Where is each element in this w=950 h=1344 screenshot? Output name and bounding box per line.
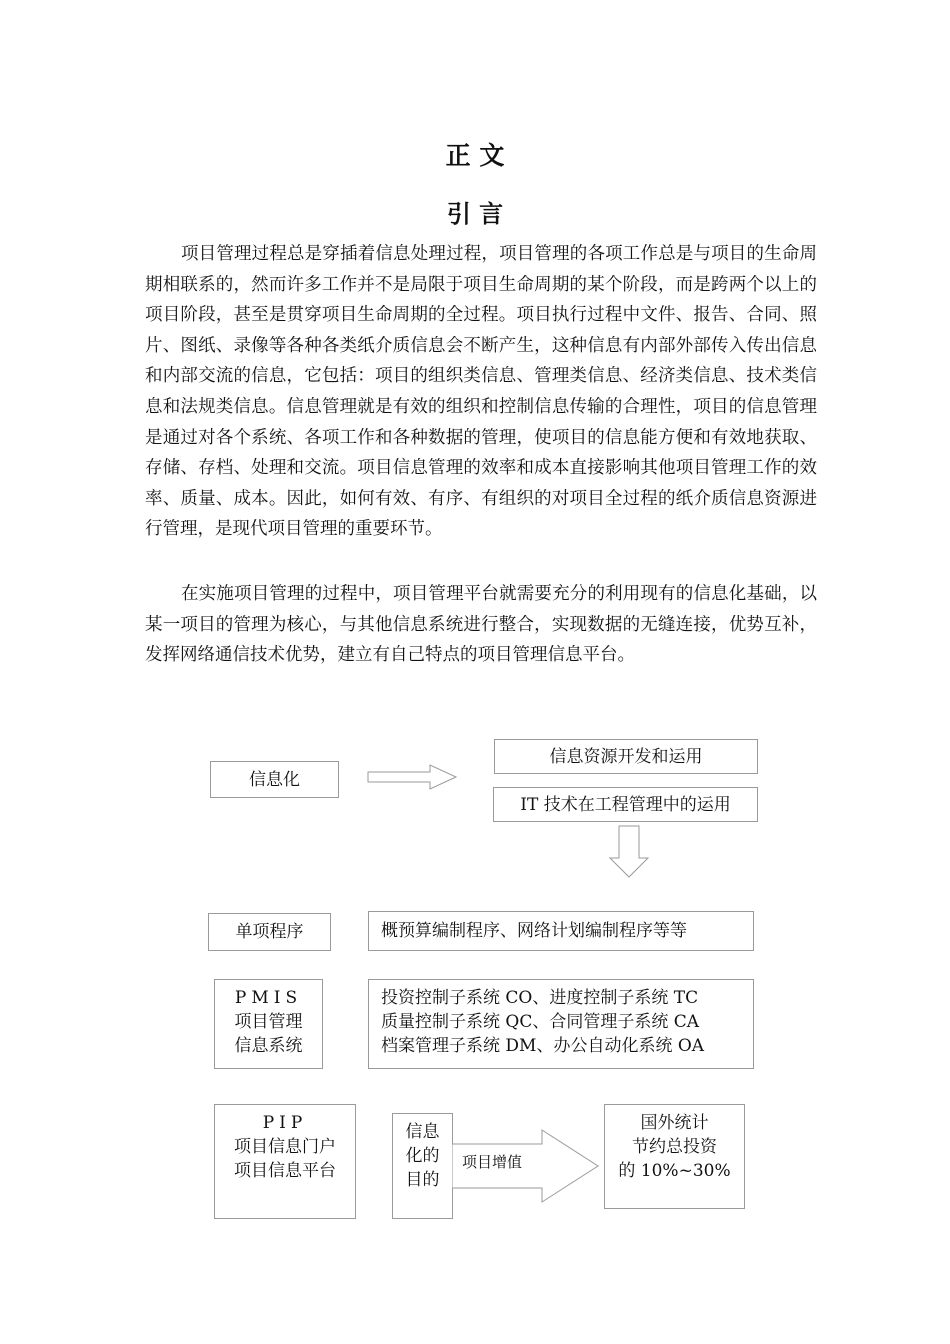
pmis-desc-line-1: 投资控制子系统 CO、进度控制子系统 TC	[381, 988, 699, 1008]
single-program-box: 单项程序	[208, 913, 331, 951]
it-tech-box: IT 技术在工程管理中的运用	[493, 787, 758, 822]
pmis-line-3: 信息系统	[234, 1036, 303, 1056]
informatization-box: 信息化	[210, 761, 339, 798]
pmis-box	[214, 979, 323, 1069]
intro-paragraph-2: 在实施项目管理的过程中，项目管理平台就需要充分的利用现有的信息化基础，以某一项目的管理为核心，与其他信息系统进行整合，实现数据的无缝连接，优势互补，发挥网络通信技术优势，建立有自己特点的项目管理信息平台。	[145, 584, 817, 666]
pip-line-2: 项目信息门户	[234, 1137, 336, 1157]
pmis-line-2: 项目管理	[234, 1012, 303, 1032]
saving-box	[604, 1104, 745, 1209]
pmis-desc-line-3: 档案管理子系统 DM、办公自动化系统 OA	[381, 1036, 705, 1056]
purpose-line-1: 信息	[405, 1122, 440, 1142]
pip-title: PIP	[262, 1113, 308, 1133]
intro-paragraph-1: 项目管理过程总是穿插着信息处理过程，项目管理的各项工作总是与项目的生命周期相联系的，然而许多工作并不是局限于项目生命周期的某个阶段，而是跨两个以上的项目阶段，甚至是贯穿项目生命周期的全过程。项目执行过程中文件、报告、合同、照片、图纸、录像等各种各类纸介质信息会不断产生，这种信息有内部外部传入传出信息和内部交流的信息，它包括：项目的组织类信息、管理类信息、经济类信息、技术类信息和法规类信息。信息管理就是有效的组织和控制信息传输的合理性，项目的信息管理是通过对各个系统、各项工作和各种数据的管理，使项目的信息能方便和有效地获取、存储、存档、处理和交流。项目信息管理的效率和成本直接影响其他项目管理工作的效率、质量、成本。因此，如何有效、有序、有组织的对项目全过程的纸介质信息资源进行管理，是现代项目管理的重要环节。	[145, 244, 817, 540]
pmis-title: PMIS	[234, 988, 303, 1008]
pip-box	[214, 1104, 356, 1219]
saving-line-3: 的 10%~30%	[618, 1161, 731, 1181]
saving-line-1: 国外统计	[640, 1113, 709, 1133]
value-add-label: 项目增值	[462, 1153, 523, 1171]
resource-dev-box: 信息资源开发和运用	[494, 739, 758, 774]
page-title: 正 文	[445, 141, 505, 170]
saving-line-2: 节约总投资	[632, 1137, 717, 1157]
single-program-desc-box: 概预算编制程序、网络计划编制程序等等	[368, 911, 754, 951]
purpose-box	[392, 1113, 453, 1219]
section-title: 引 言	[446, 200, 504, 228]
right-arrow-icon	[366, 763, 460, 791]
purpose-line-2: 化的	[405, 1146, 440, 1166]
down-arrow-icon	[609, 824, 651, 880]
pmis-desc-line-2: 质量控制子系统 QC、合同管理子系统 CA	[381, 1012, 700, 1032]
pip-line-3: 项目信息平台	[234, 1161, 336, 1181]
purpose-line-3: 目的	[405, 1170, 440, 1190]
pmis-desc-box	[368, 979, 754, 1069]
